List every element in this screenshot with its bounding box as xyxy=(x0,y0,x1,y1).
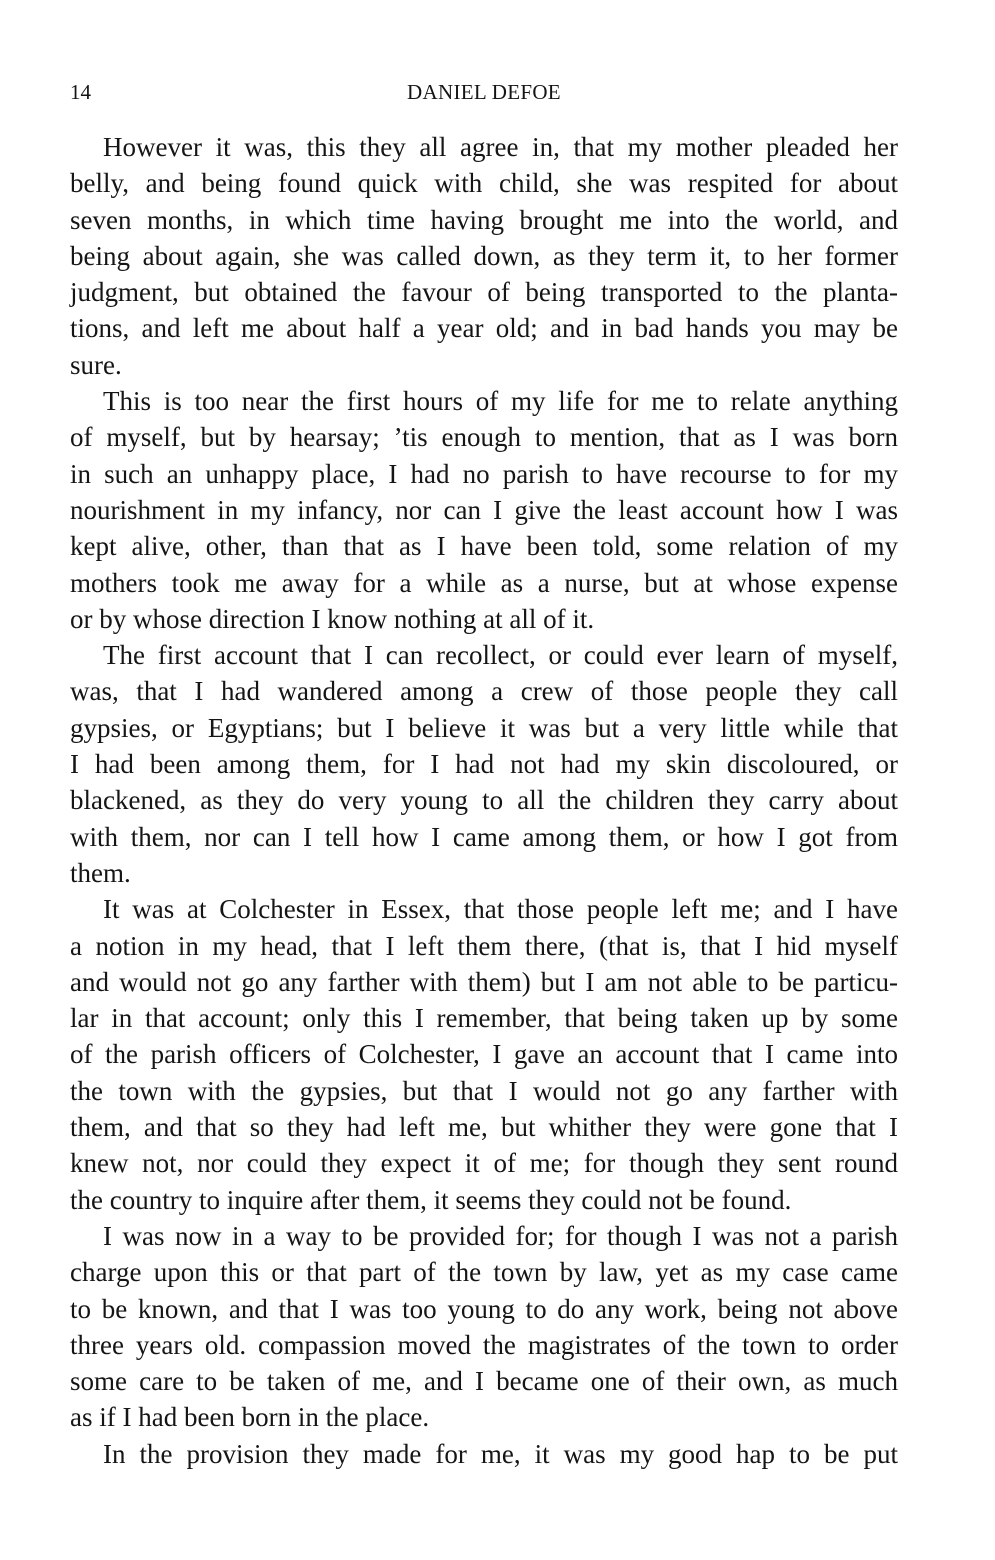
text-line: judgment, but obtained the favour of being transported to the planta- xyxy=(70,277,898,308)
page-number: 14 xyxy=(70,80,91,104)
paragraph xyxy=(70,1218,898,1436)
page-header xyxy=(70,76,898,108)
paragraph xyxy=(70,129,898,383)
text-line: was, that I had wandered among a crew of those people they call xyxy=(70,676,898,707)
text-line: lar in that account; only this I remember, that being taken up by some xyxy=(70,1003,898,1034)
text-line: and would not go any farther with them) but I am not able to be particu- xyxy=(70,966,898,997)
text-line: them, and that so they had left me, but whither they were gone that I xyxy=(70,1112,898,1143)
text-line: belly, and being found quick with child, she was respited for about xyxy=(70,168,898,199)
text-line: I was now in a way to be provided for; for though I was not a parish xyxy=(103,1220,898,1251)
paragraph xyxy=(70,1436,898,1472)
text-line: It was at Colchester in Essex, that those people left me; and I have xyxy=(103,894,898,925)
text-line: gypsies, or Egyptians; but I believe it was but a very little while that xyxy=(70,712,898,743)
text-line: in such an unhappy place, I had no parish to have recourse to for my xyxy=(70,458,898,489)
paragraph xyxy=(70,891,898,1218)
text-line: them. xyxy=(70,857,131,888)
text-line: with them, nor can I tell how I came among them, or how I got from xyxy=(70,821,898,852)
text-line: mothers took me away for a while as a nurse, but at whose expense xyxy=(70,567,898,598)
text-line: charge upon this or that part of the town by law, yet as my case came xyxy=(70,1257,898,1288)
text-line: kept alive, other, than that as I have been told, some relation of my xyxy=(70,531,898,562)
text-line: being about again, she was called down, as they term it, to her former xyxy=(70,240,898,271)
text-line: blackened, as they do very young to all the children they carry about xyxy=(70,785,898,816)
text-line: knew not, nor could they expect it of me; for though they sent round xyxy=(70,1148,898,1179)
body-text xyxy=(70,129,898,1472)
text-line: sure. xyxy=(70,349,122,380)
text-line: This is too near the first hours of my life for me to relate anything xyxy=(103,386,898,417)
running-head: DANIEL DEFOE xyxy=(407,80,561,104)
text-line: In the provision they made for me, it was my good hap to be put xyxy=(103,1438,898,1469)
text-line: the town with the gypsies, but that I would not go any farther with xyxy=(70,1075,898,1106)
text-line: to be known, and that I was too young to do any work, being not above xyxy=(70,1293,898,1324)
text-line: I had been among them, for I had not had my skin discoloured, or xyxy=(70,749,898,780)
paragraph xyxy=(70,637,898,891)
text-line: seven months, in which time having brought me into the world, and xyxy=(70,204,898,235)
text-line: or by whose direction I know nothing at all of it. xyxy=(70,603,595,634)
text-line: as if I had been born in the place. xyxy=(70,1402,430,1433)
text-line: However it was, this they all agree in, that my mother pleaded her xyxy=(103,132,898,162)
text-line: The first account that I can recollect, or could ever learn of myself, xyxy=(103,640,898,671)
text-line: the country to inquire after them, it seems they could not be found. xyxy=(70,1184,792,1215)
text-line: some care to be taken of me, and I became one of their own, as much xyxy=(70,1366,898,1397)
text-line: a notion in my head, that I left them there, (that is, that I hid myself xyxy=(70,930,898,961)
text-line: tions, and left me about half a year old; and in bad hands you may be xyxy=(70,313,898,344)
paragraph xyxy=(70,383,898,637)
text-line: three years old. compassion moved the magistrates of the town to order xyxy=(70,1329,898,1360)
text-line: nourishment in my infancy, nor can I give the least account how I was xyxy=(70,494,898,525)
text-line: of the parish officers of Colchester, I gave an account that I came into xyxy=(70,1039,898,1070)
text-line: of myself, but by hearsay; ’tis enough to mention, that as I was born xyxy=(70,422,898,453)
